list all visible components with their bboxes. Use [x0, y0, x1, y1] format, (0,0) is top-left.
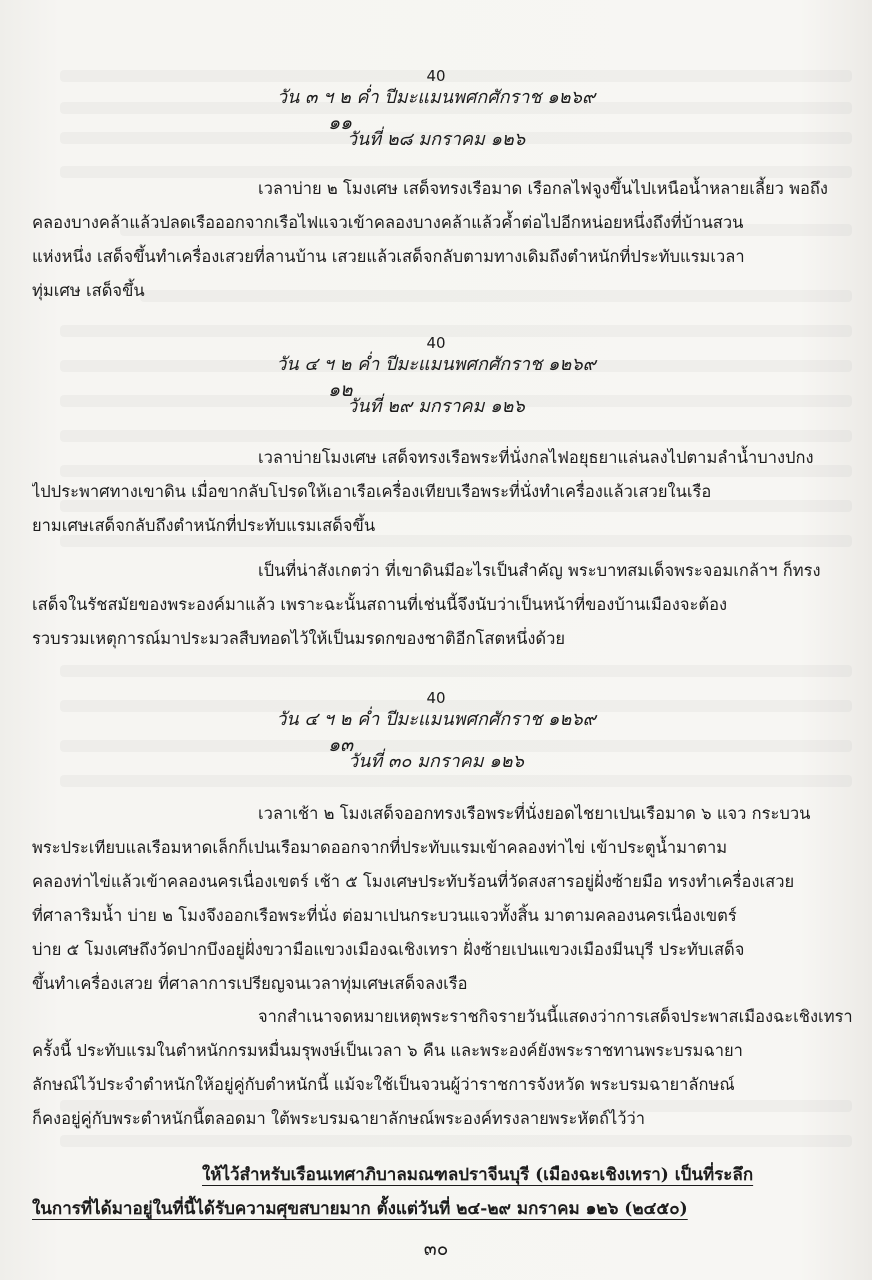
entry-gregorian-date: วันที่ ๓๐ มกราคม ๑๒๖: [348, 751, 524, 772]
entry-number: 40: [426, 689, 446, 707]
entry-2-paragraph-1: [32, 441, 854, 543]
entry-date-line: วัน ๔ ฯ ๒ ค่ำ ปีมะแมนพศกศักราช ๑๒๖๙: [276, 354, 596, 375]
paragraph-line: คลองท่าไข่แล้วเข้าคลองนครเนื่องเขตร์ เช้า ๕ โมงเศษประทับร้อนที่วัดสงสารอยู่ฝั่งซ้ายมือ ทรงทำเครื่องเสวย: [32, 872, 795, 891]
paragraph-line: ที่ศาลาริมน้ำ บ่าย ๒ โมงจึงออกเรือพระที่นั่ง ต่อมาเปนกระบวนแจวทั้งสิ้น มาตามคลองนครเนื่องเขตร์: [32, 906, 737, 925]
entry-3-header: [0, 688, 872, 780]
entry-number: 40: [426, 67, 446, 85]
paragraph-line: รวบรวมเหตุการณ์มาประมวลสืบทอดไว้ให้เป็นมรดกของชาติอีกโสตหนึ่งด้วย: [32, 629, 566, 648]
paragraph-line: เวลาบ่าย ๒ โมงเศษ เสด็จทรงเรือมาด เรือกลไฟจูงขึ้นไปเหนือน้ำหลายเลี้ยว พอถึง: [258, 179, 828, 198]
paragraph-line: ครั้งนี้ ประทับแรมในตำหนักกรมหมื่นมรุพงษ์เป็นเวลา ๖ คืน และพระองค์ยังพระราชทานพระบรมฉายา: [32, 1041, 743, 1060]
paragraph-line: แห่งหนึ่ง เสด็จขึ้นทำเครื่องเสวยที่ลานบ้าน เสวยแล้วเสด็จกลับตามทางเดิมถึงตำหนักที่ประทับแรมเวลา: [32, 247, 745, 266]
entry-2-header: [0, 333, 872, 425]
entry-gregorian-date: วันที่ ๒๘ มกราคม ๑๒๖: [346, 129, 526, 150]
inscription-line-2: ในการที่ได้มาอยู่ในที่นี้ได้รับความศุขสบายมาก ตั้งแต่วันที่ ๒๔-๒๙ มกราคม ๑๒๖ (๒๔๕๐): [32, 1199, 688, 1219]
entry-1-paragraph: [32, 172, 854, 308]
entry-sequence: ๑๓: [328, 734, 354, 756]
paragraph-line: เป็นที่น่าสังเกตว่า ที่เขาดินมีอะไรเป็นสำคัญ พระบาทสมเด็จพระจอมเกล้าฯ ก็ทรง: [258, 561, 821, 580]
bleed-through: [60, 665, 852, 677]
entry-date-line: วัน ๓ ฯ ๒ ค่ำ ปีมะแมนพศกศักราช ๑๒๖๙: [276, 87, 596, 108]
inscription-line-1: ให้ไว้สำหรับเรือนเทศาภิบาลมณฑลปราจีนบุรี (เมืองฉะเชิงเทรา) เป็นที่ระลึก: [202, 1165, 754, 1185]
entry-sequence: ๑๑: [328, 112, 353, 134]
paragraph-line: ก็คงอยู่คู่กับพระตำหนักนี้ตลอดมา ใต้พระบรมฉายาลักษณ์พระองค์ทรงลายพระหัตถ์ไว้ว่า: [32, 1109, 646, 1128]
entry-number: 40: [426, 334, 446, 352]
bleed-through: [60, 1135, 852, 1147]
paragraph-line: ทุ่มเศษ เสด็จขึ้น: [32, 281, 145, 300]
entry-date-line: วัน ๔ ฯ ๒ ค่ำ ปีมะแมนพศกศักราช ๑๒๖๙: [276, 709, 596, 730]
entry-gregorian-date: วันที่ ๒๙ มกราคม ๑๒๖: [347, 396, 525, 417]
paragraph-line: ไปประพาศทางเขาดิน เมื่อขากลับโปรดให้เอาเรือเครื่องเทียบเรือพระที่นั่งทำเครื่องแล้วเสวยในเรือ: [32, 482, 712, 501]
page-number: ๓๐: [423, 1238, 449, 1260]
paragraph-line: บ่าย ๕ โมงเศษถึงวัดปากบึงอยู่ฝั่งขวามือแขวงเมืองฉเชิงเทรา ฝั่งซ้ายเปนแขวงเมืองมีนบุรี ประทับเสด็จ: [32, 940, 745, 959]
entry-1-header: [0, 66, 872, 158]
paragraph-line: เสด็จในรัชสมัยของพระองค์มาแล้ว เพราะฉะนั้นสถานที่เช่นนี้จึงนับว่าเป็นหน้าที่ของบ้านเมืองจะต้อง: [32, 595, 728, 614]
paragraph-line: คลองบางคล้าแล้วปลดเรือออกจากเรือไฟแจวเข้าคลองบางคล้าแล้วค้ำต่อไปอีกหน่อยหนึ่งถึงที่บ้านสวน: [32, 213, 744, 232]
paragraph-line: ลักษณ์ไว้ประจำตำหนักให้อยู่คู่กับตำหนักนี้ แม้จะใช้เป็นจวนผู้ว่าราชการจังหวัด พระบรมฉายาลักษณ์: [32, 1075, 735, 1094]
paragraph-line: เวลาเช้า ๒ โมงเสด็จออกทรงเรือพระที่นั่งยอดไชยาเปนเรือมาด ๖ แจว กระบวน: [258, 804, 811, 823]
paragraph-line: ยามเศษเสด็จกลับถึงตำหนักที่ประทับแรมเสด็จขึ้น: [32, 516, 376, 535]
entry-3-paragraph-1: [32, 797, 854, 1001]
entry-2-paragraph-2: [32, 554, 854, 656]
entry-sequence: ๑๒: [328, 379, 353, 401]
paragraph-line: จากสำเนาจดหมายเหตุพระราชกิจรายวันนี้แสดงว่าการเสด็จประพาสเมืองฉะเชิงเทรา: [258, 1007, 853, 1026]
entry-3-paragraph-2: [32, 1000, 854, 1136]
paragraph-line: ขึ้นทำเครื่องเสวย ที่ศาลาการเปรียญจนเวลาทุ่มเศษเสด็จลงเรือ: [32, 974, 468, 993]
paragraph-line: เวลาบ่ายโมงเศษ เสด็จทรงเรือพระที่นั่งกลไฟอยุธยาแล่นลงไปตามลำน้ำบางปกง: [258, 448, 814, 467]
paragraph-line: พระประเทียบแลเรือมหาดเล็กก็เปนเรือมาดออกจากที่ประทับแรมเข้าคลองท่าไข่ เข้าประตูน้ำมาตาม: [32, 838, 728, 857]
royal-inscription: [32, 1158, 840, 1226]
